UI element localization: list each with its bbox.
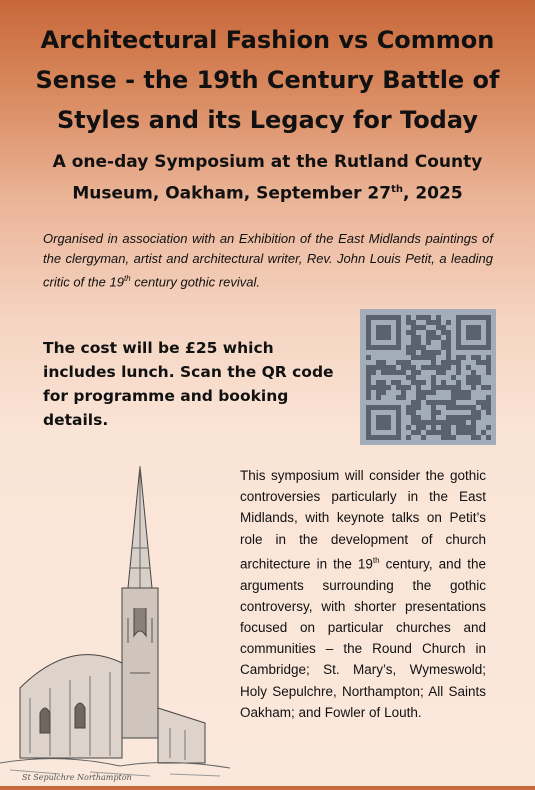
intro-text: Organised in association with an Exhibition of the East Midlands paintings of the clergyman, artist and architectural writer, Rev. John Louis Petit, a leading critic of the 19	[43, 231, 493, 290]
subtitle-sup: th	[391, 184, 403, 195]
description-text-end: century, and the arguments surrounding the gothic controversy, with shorter presentations focused on particular churches and communities – the Round Church in Cambridge; St. Mary’s, Wymeswold; Holy Sepulchre, Northampton; All Saints Oakham; and Fowler of Louth.	[240, 556, 486, 720]
subtitle-line2: Museum, Oakham, September 27	[72, 183, 392, 204]
intro-text-end: century gothic revival.	[130, 274, 260, 290]
description-sup: th	[372, 555, 380, 565]
intro-sup: th	[123, 274, 131, 283]
poster-title: Architectural Fashion vs Common Sense - the 19th Century Battle of Styles and its Legacy for Today	[35, 26, 500, 134]
subtitle-line1: A one-day Symposium at the Rutland County	[52, 152, 483, 172]
subtitle-year: , 2025	[402, 183, 463, 204]
sketch-caption: St Sepulchre Northampton	[22, 773, 132, 782]
cost-text: The cost will be £25 which includes lunch. Scan the QR code for programme and booking details.	[43, 339, 334, 429]
description-paragraph	[240, 465, 486, 723]
church-sketch-svg	[0, 458, 236, 786]
description-text: This symposium will consider the gothic controversies particularly in the East Midlands, with keynote talks on Petit’s role in the development of church architecture in the 19	[240, 468, 486, 572]
symposium-subtitle	[20, 148, 515, 208]
qr-code-icon[interactable]	[360, 309, 496, 445]
intro-paragraph	[43, 229, 493, 292]
qr-code-graphic	[360, 309, 496, 445]
church-sketch-illustration	[0, 458, 236, 786]
